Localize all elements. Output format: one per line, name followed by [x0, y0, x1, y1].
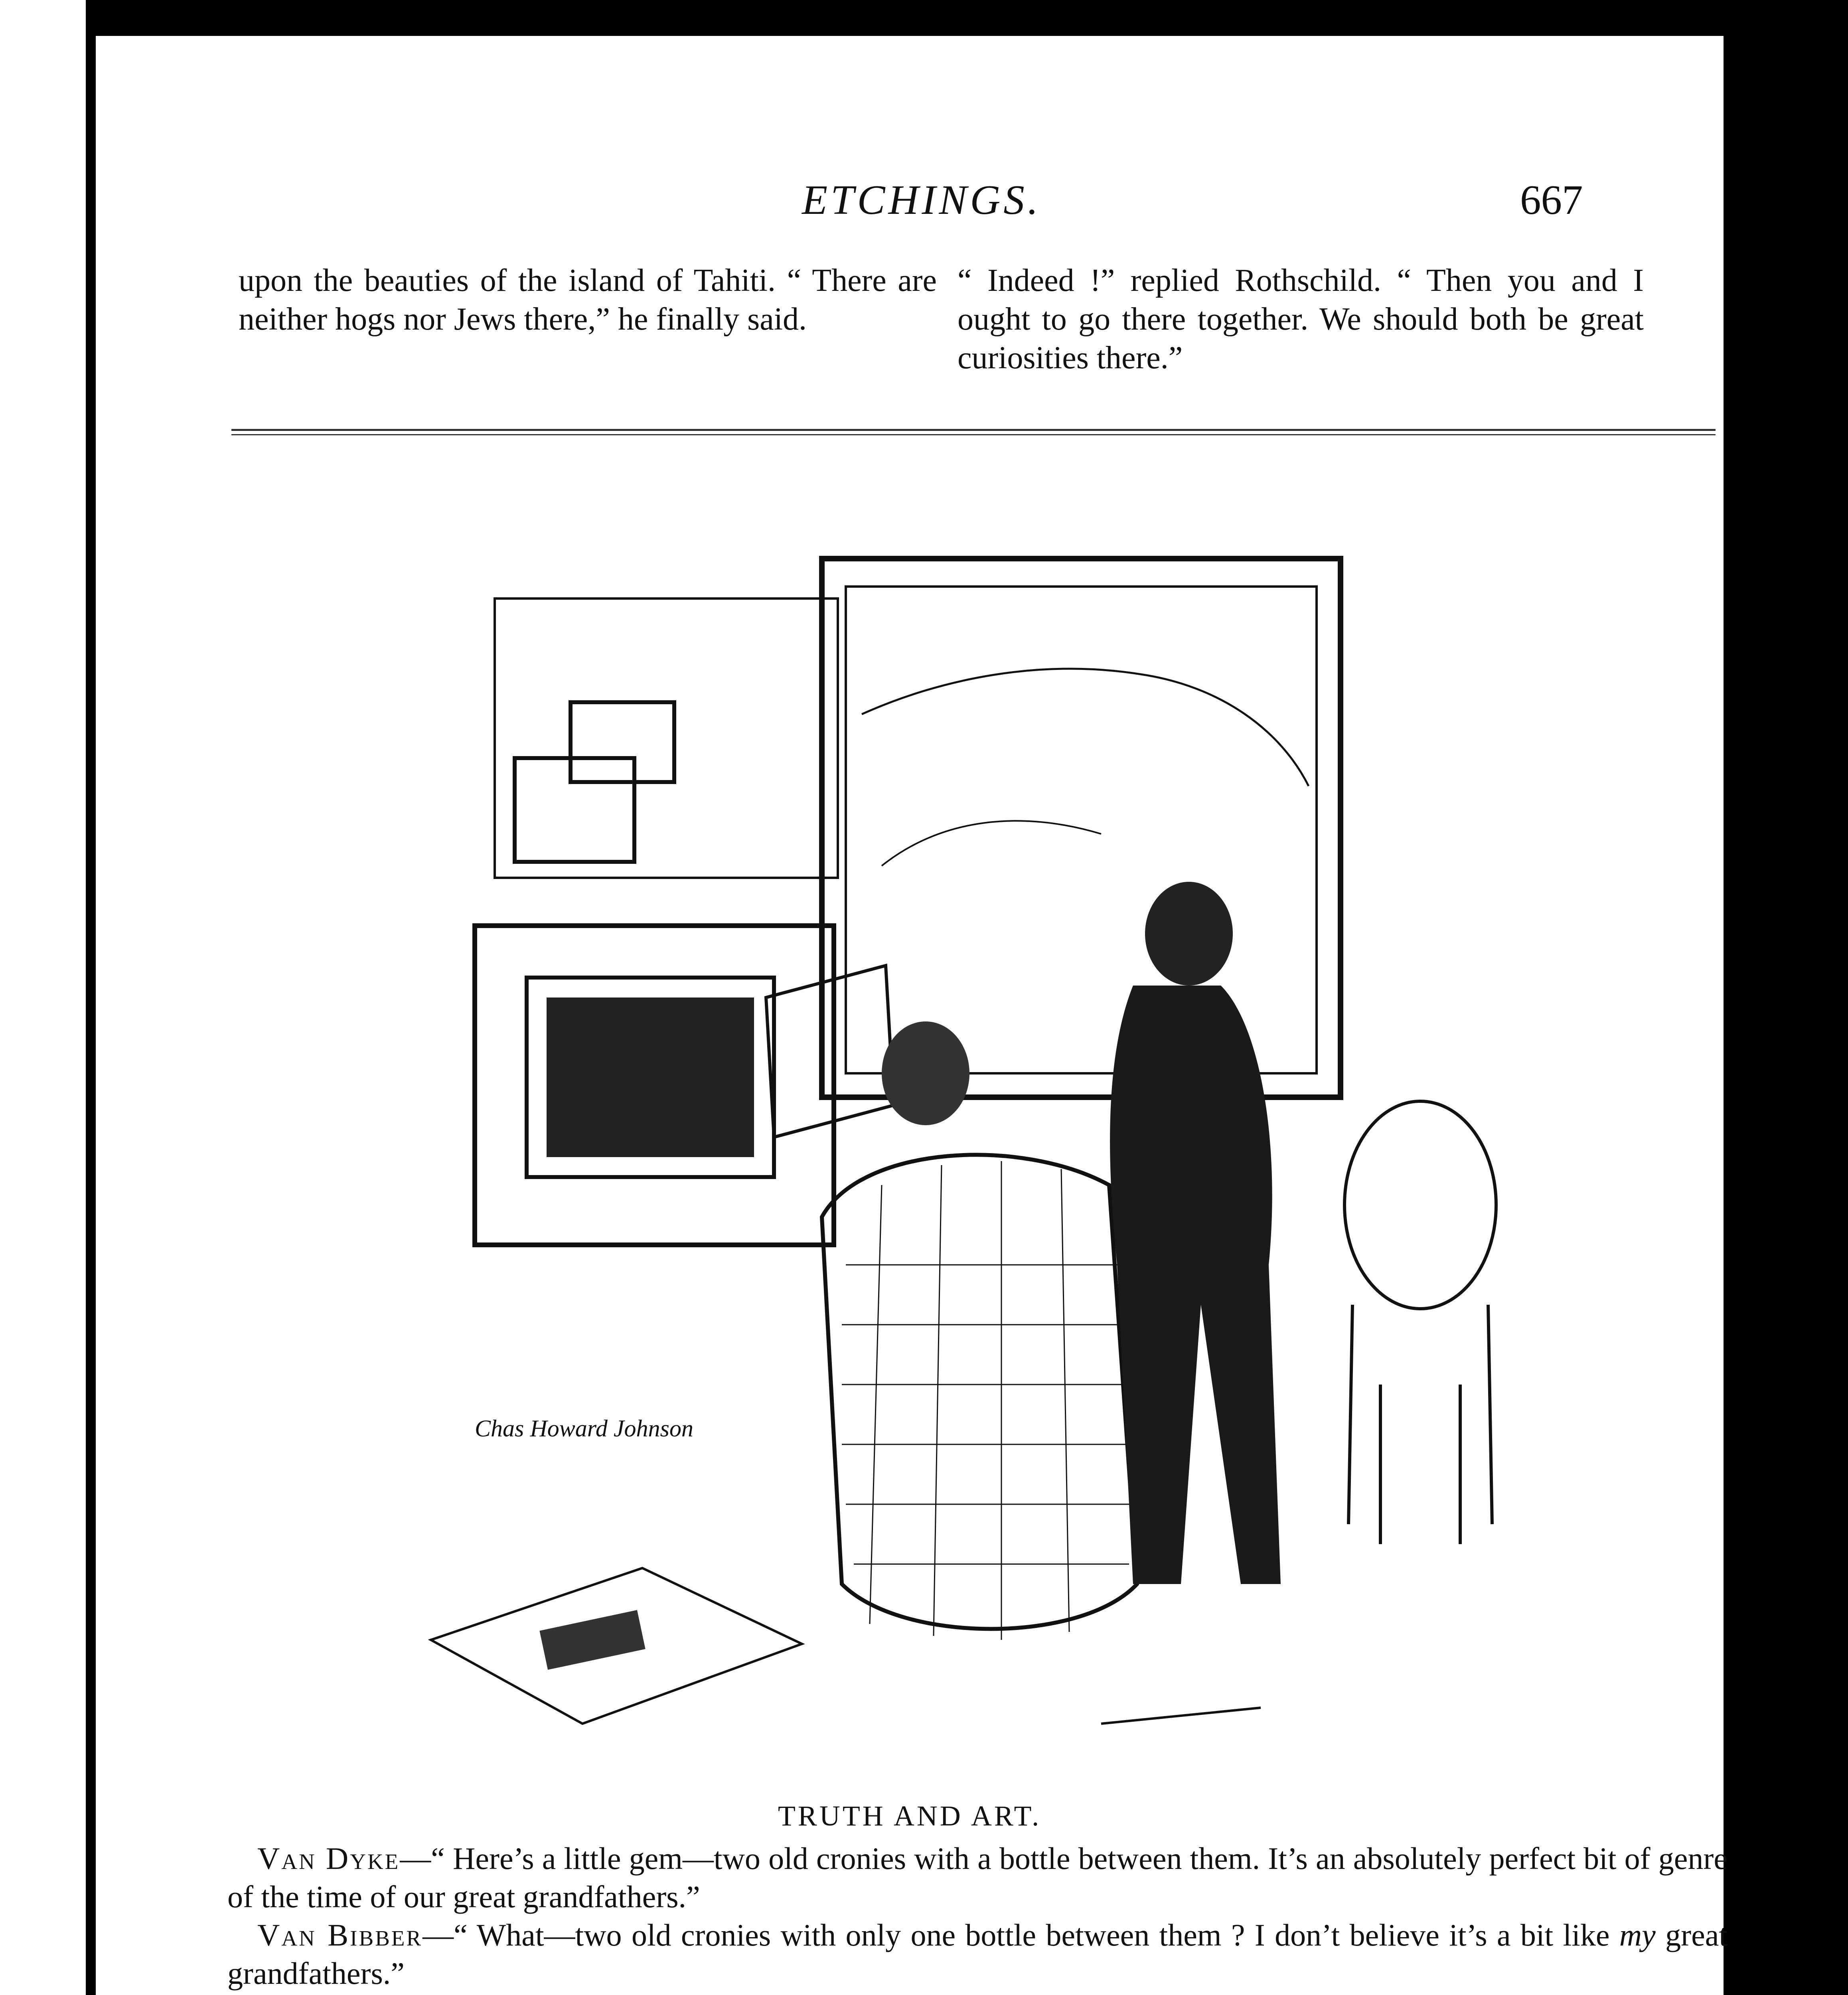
- top-right-text: “ Indeed !” replied Rothschild. “ Then you and I ought to go there together. We should both be great curiosities there.”: [958, 263, 1644, 375]
- divider-rule-top: [231, 429, 1716, 435]
- cartoon-dialogue: [227, 1839, 1728, 1993]
- bentwood-chair: [1345, 1101, 1496, 1309]
- cartoon-title: TRUTH AND ART.: [778, 1800, 1042, 1832]
- magazine-page: [96, 36, 1728, 1995]
- small-portrait-frame: [571, 702, 674, 782]
- spine-gutter: [86, 0, 95, 1995]
- top-left-text: upon the beauties of the island of Tahiti. “ There are neither hogs nor Jews there,” he finally said.: [239, 263, 937, 337]
- top-left-column: [239, 261, 937, 339]
- artist-signature: Chas Howard Johnson: [475, 1415, 693, 1442]
- small-cabinet: [515, 758, 634, 862]
- running-title: ETCHINGS.: [802, 176, 1041, 223]
- wicker-chair: [822, 1155, 1137, 1629]
- left-wall-frame: [495, 598, 838, 878]
- speaker-van-bibber: Van Bibber: [257, 1918, 423, 1952]
- held-picture: [766, 966, 894, 1137]
- speaker-van-dyke: Van Dyke: [257, 1841, 400, 1876]
- standing-man-head: [1145, 882, 1233, 986]
- standing-man-body: [1110, 986, 1281, 1584]
- etching-illustration: [423, 507, 1700, 1803]
- dialogue-line-1: Van Dyke—“ Here’s a little gem—two old cronies with a bottle between them. It’s an absolutely perfect bit of genre of the time of our great grandfathers.”: [227, 1841, 1728, 1914]
- seated-man-head: [882, 1021, 969, 1125]
- book-spine: [0, 0, 92, 1995]
- dialogue-line-2: Van Bibber—“ What—two old cronies with only one bottle between them ? I don’t believe it’s a bit like my great grandfathers.”: [227, 1918, 1728, 1991]
- page-number: 667: [1520, 176, 1583, 223]
- top-right-column: [958, 261, 1644, 377]
